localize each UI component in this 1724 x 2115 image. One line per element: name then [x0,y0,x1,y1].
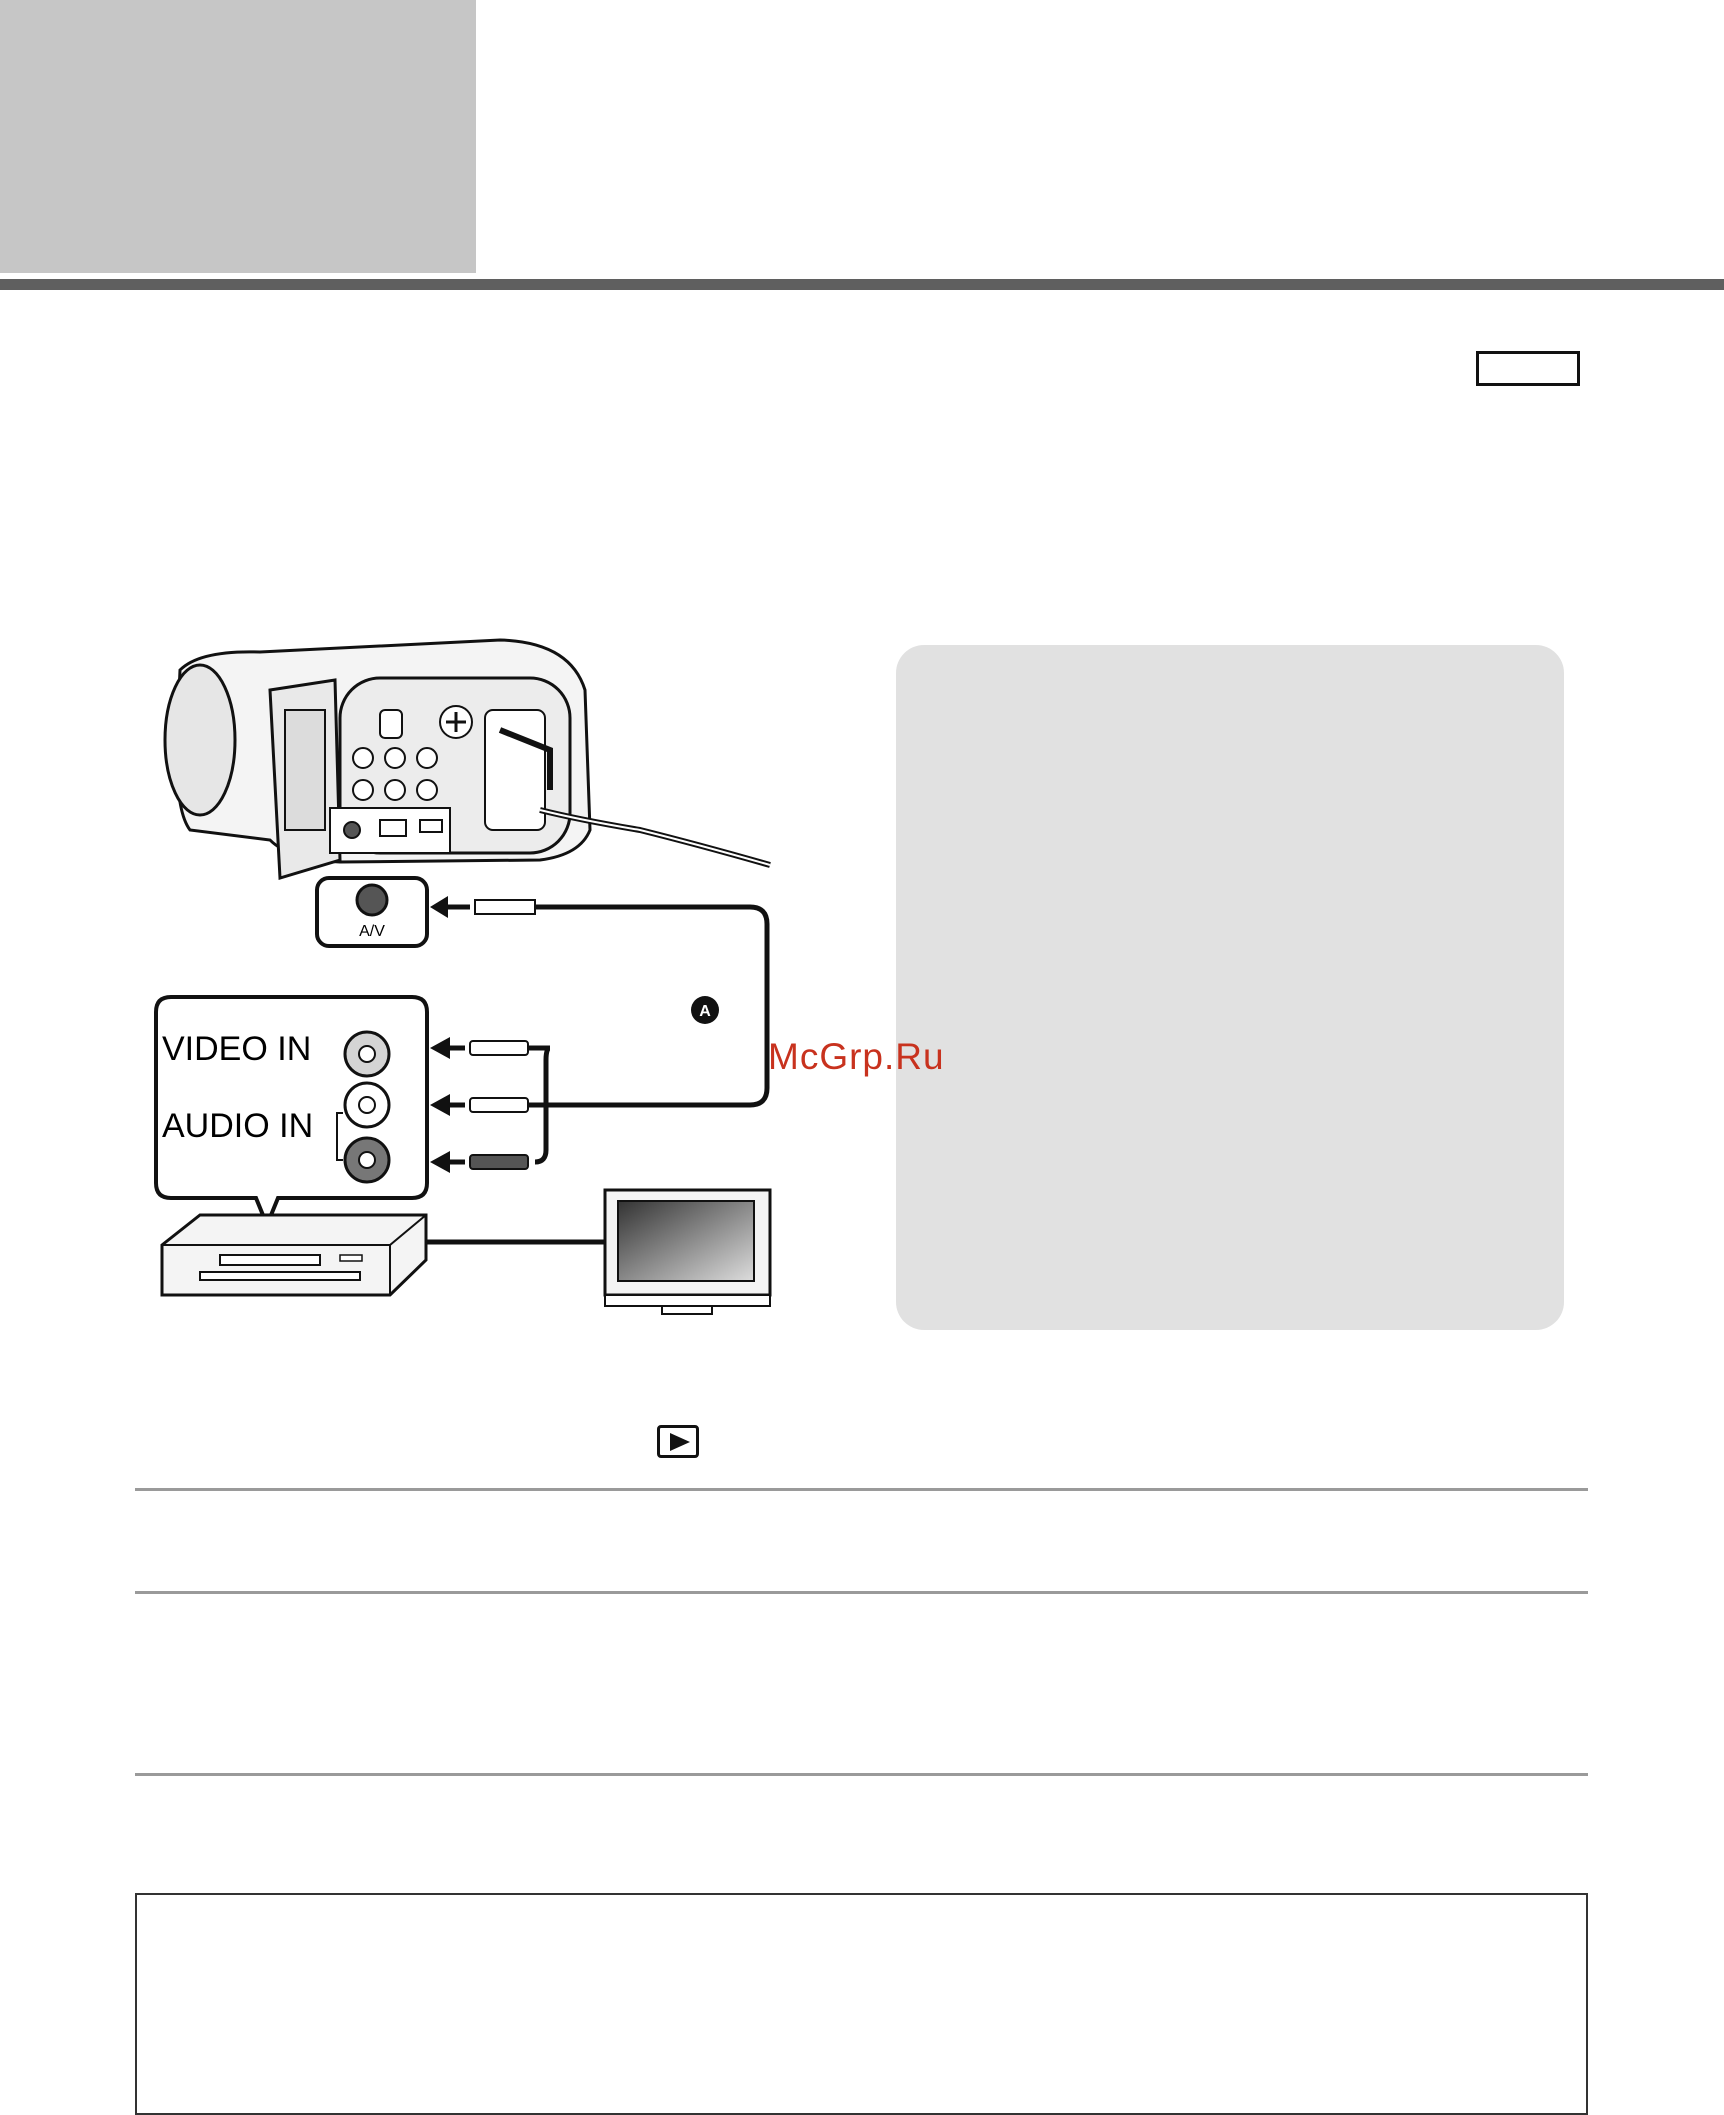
camcorder-illustration [165,640,770,878]
rca-plugs [430,1037,550,1173]
audio-in-label: AUDIO IN [162,1107,314,1145]
av-port-callout [317,878,427,946]
footer-note-box [135,1893,1588,2115]
av-port-label: A/V [359,923,385,940]
av-plug [475,900,535,914]
mode-badge [1476,351,1580,386]
play-mode-icon [657,1425,699,1458]
section-tab-block [0,0,476,273]
arrow-head-icon [430,896,448,918]
note-panel [896,645,1564,1330]
av-cable [535,907,767,1105]
video-in-label: VIDEO IN [162,1030,312,1068]
watermark-text: McGrp.Ru [768,1036,945,1077]
section-divider [135,1488,1588,1491]
vcr-input-callout [156,997,427,1225]
header-rule [0,279,1724,290]
connection-diagram [140,630,780,1320]
cable-callout-label: A [699,1003,711,1020]
tv-illustration [605,1190,770,1314]
vcr-illustration [162,1215,605,1295]
section-divider [135,1591,1588,1594]
section-divider [135,1773,1588,1776]
